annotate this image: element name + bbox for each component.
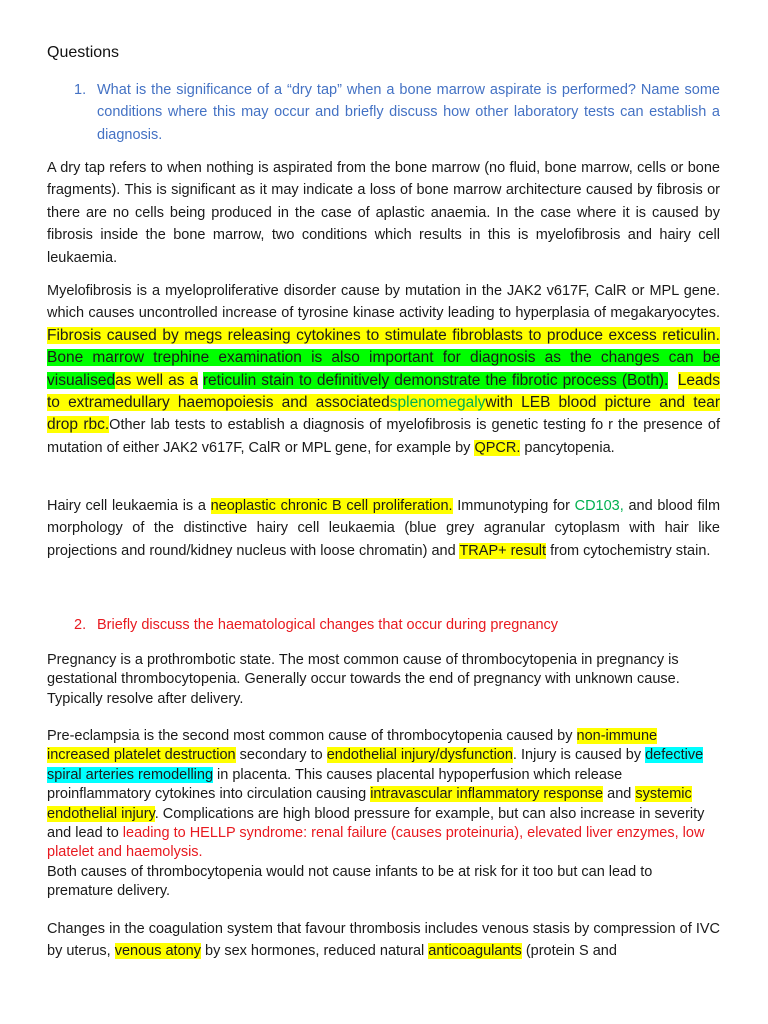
mf-highlight-trephine: Bone marrow trephine examination is also important for diagnosis as the changes can be visualised bbox=[47, 349, 720, 389]
coag-text-2: by sex hormones, reduced natural bbox=[205, 943, 425, 960]
coag-text-3: (protein S and bbox=[525, 943, 617, 960]
pe-text-2: secondary to bbox=[239, 747, 323, 764]
question-1-text: What is the significance of a “dry tap” when a bone marrow aspirate is performed? Name some conditions where this may occur and briefly discuss how other laboratory tests can establish a diagnosis. bbox=[97, 82, 720, 143]
pe-text-5: and bbox=[607, 786, 632, 803]
questions-heading: Questions bbox=[47, 44, 120, 61]
mf-text-1: Myelofibrosis is a myeloproliferative disorder cause by mutation in the JAK2 v617F, CalR or MPL gene. which causes uncontrolled increase of tyrosine kinase activity leading to hyperplasia of megakaryocytes. bbox=[47, 283, 720, 322]
coag-highlight-anticoagulants: anticoagulants bbox=[428, 943, 522, 960]
hcl-text-2: Immunotyping for bbox=[457, 498, 570, 514]
pregnancy-paragraph: Pregnancy is a prothrombotic state. The most common cause of thrombocytopenia in pregnancy is gestational thrombocytopenia. Generally occur towards the end of pregnancy with unknown cause. Typically resolve after delivery. bbox=[47, 652, 680, 707]
pre-eclampsia-paragraph bbox=[47, 727, 707, 902]
hcl-cd103: CD103, bbox=[574, 498, 624, 514]
myelofibrosis-paragraph bbox=[47, 280, 720, 459]
pe-highlight-non-immune: non-immune increased platelet destruction bbox=[47, 728, 658, 764]
coag-text-1: Changes in the coagulation system that favour thrombosis includes venous stasis by compression of IVC by uterus, bbox=[47, 921, 720, 960]
pe-text-6: . Complications are high blood pressure for example, but can also increase in severity and lead to bbox=[47, 805, 705, 842]
hcl-text-4: from cytochemistry stain. bbox=[550, 542, 711, 559]
question-1-number: 1. bbox=[74, 82, 87, 98]
mf-highlight-reticulin: reticulin stain to definitively demonstrate the fibrotic process (Both). bbox=[202, 371, 669, 389]
coag-highlight-venous-atony: venous atony bbox=[114, 943, 201, 960]
mf-splenomegaly: splenomegaly bbox=[389, 394, 486, 412]
mf-qpcr: QPCR. bbox=[474, 439, 521, 456]
pe-hellp-text: leading to HELLP syndrome: renal failure (causes proteinuria), elevated liver enzymes, low platelet and haemolysis. bbox=[47, 825, 705, 861]
hcl-highlight-neoplastic: neoplastic chronic B cell proliferation. bbox=[210, 498, 453, 514]
pe-highlight-intravascular: intravascular inflammatory response bbox=[370, 786, 604, 803]
hcl-text-1: Hairy cell leukaemia is a bbox=[47, 498, 206, 514]
question-2-text: Briefly discuss the haematological changes that occur during pregnancy bbox=[97, 617, 559, 633]
mf-highlight-leb: with LEB blood picture and tear drop rbc. bbox=[47, 394, 720, 434]
mf-text-2: Other lab tests to establish a diagnosis of myelofibrosis is genetic testing fo r the presence of mutation of either JAK2 v617F, CalR or MPL gene, for example by bbox=[47, 417, 720, 456]
mf-pancytopenia: pancytopenia. bbox=[524, 439, 615, 456]
hcl-trap-result: TRAP+ result bbox=[459, 542, 547, 559]
pe-highlight-endothelial: endothelial injury/dysfunction bbox=[326, 747, 513, 764]
dry-tap-paragraph: A dry tap refers to when nothing is aspirated from the bone marrow (no fluid, bone marrow, cells or bone fragments). This is significant as it may indicate a loss of bone marrow architecture caused by fibrosis or there are no cells being produced in the case of aplastic anaemia. In the case where it is caused by fibrosis inside the bone marrow, two conditions which results in this is myelofibrosis and hairy cell leukaemia. bbox=[47, 160, 720, 266]
pe-highlight-systemic: systemic endothelial injury bbox=[47, 786, 692, 822]
hairy-cell-paragraph bbox=[47, 495, 720, 562]
mf-highlight-extramedullary: Leads to extramedullary haemopoiesis and associated bbox=[47, 371, 721, 412]
pe-text-3: . Injury is caused by bbox=[512, 747, 642, 764]
hcl-text-3: and blood film morphology of the distinctive hairy cell leukaemia (blue grey agranular cytoplasm with hair like projections and round/kidney nucleus with loose chromatin) and bbox=[47, 498, 721, 559]
question-2-number: 2. bbox=[74, 617, 87, 633]
mf-highlight-as-well: as well as a bbox=[115, 371, 199, 389]
pe-text-1: Pre-eclampsia is the second most common cause of thrombocytopenia caused by bbox=[47, 728, 573, 744]
coagulation-paragraph bbox=[47, 918, 720, 963]
pe-text-7: Both causes of thrombocytopenia would not cause infants to be at risk for it too but can lead to premature delivery. bbox=[47, 863, 653, 900]
pe-highlight-spiral-arteries: defective spiral arteries remodelling bbox=[47, 747, 704, 783]
pe-text-4: in placenta. This causes placental hypoperfusion which release proinflammatory cytokines into circulation causing bbox=[47, 766, 623, 803]
mf-highlight-fibrosis: Fibrosis caused by megs releasing cytokines to stimulate fibroblasts to produce excess reticulin. bbox=[47, 326, 720, 344]
